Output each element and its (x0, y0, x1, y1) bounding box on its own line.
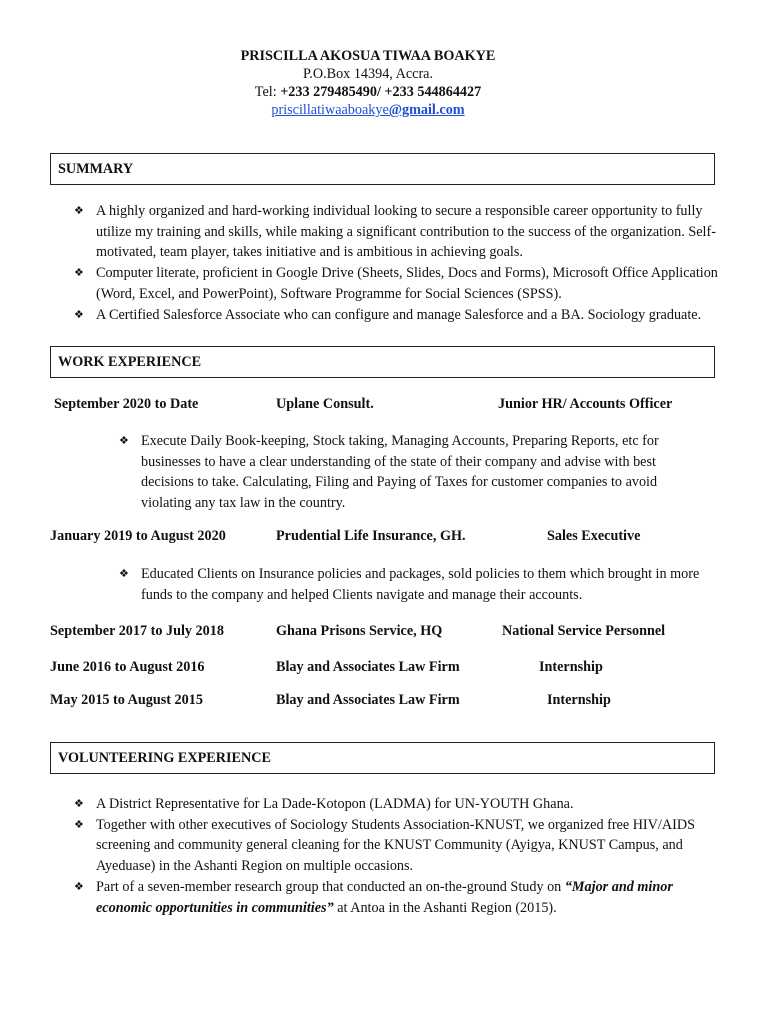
job-organization: Blay and Associates Law Firm (276, 692, 460, 708)
summary-list (74, 201, 718, 325)
tel-numbers: +233 279485490/ +233 544864427 (280, 84, 482, 100)
job-organization: Blay and Associates Law Firm (276, 659, 460, 675)
list-item: ❖ Computer literate, proficient in Google Drive (Sheets, Slides, Docs and Forms), Microsoft Office Application (Word, Excel, and PowerPoint), Software Programme for Social Sciences (SPSS). (74, 265, 718, 302)
list-item: ❖ A highly organized and hard-working individual looking to secure a responsible career opportunity to fully utilize my training and skills, while making a significant contribution to the success of the organization. Self-motivated, team player, takes initiative and is ambitious in achieving goals. (74, 203, 716, 261)
job-period: September 2017 to July 2018 (50, 623, 224, 639)
tel-label: Tel: (254, 84, 281, 100)
job-period: September 2020 to Date (54, 396, 199, 412)
list-item: ❖ Execute Daily Book-keeping, Stock taking, Managing Accounts, Preparing Reports, etc for businesses to have a clear understanding of the state of their company and advise with best decisions to take. Calculating, Filing and Paying of Taxes for customer companies to avoid violating any tax law in the country. (119, 433, 659, 512)
job-role: Junior HR/ Accounts Officer (498, 396, 673, 412)
list-item: ❖ Part of a seven-member research group that conducted an on-the-ground Study on “Major and minor economic opportunities in communities” at Antoa in the Ashanti Region (2015). (74, 878, 673, 916)
bullet-diamond-icon: ❖ (119, 435, 129, 447)
job-period: January 2019 to August 2020 (50, 528, 226, 544)
volunteering-list (74, 794, 718, 918)
telephone-line (0, 83, 736, 101)
job-role: Sales Executive (547, 528, 641, 544)
job-role: Internship (539, 659, 603, 675)
list-item: ❖ Educated Clients on Insurance policies and packages, sold policies to them which brought in more funds to the company and helped Clients navigate and manage their accounts. (119, 566, 700, 603)
job-role: National Service Personnel (502, 623, 666, 639)
candidate-name: PRISCILLA AKOSUA TIWAA BOAKYE (240, 48, 496, 64)
work-experience-heading: WORK EXPERIENCE (50, 346, 715, 378)
job-description-list (119, 564, 711, 605)
list-item: ❖ Together with other executives of Sociology Students Association-KNUST, we organized free HIV/AIDS screening and community general cleaning for the KNUST Community (Ayigya, KNUST Campus, and Ayeduase) in the Ashanti Region on multiple occasions. (74, 816, 695, 875)
bullet-diamond-icon: ❖ (74, 798, 84, 810)
job-row (0, 621, 736, 642)
list-item: ❖ A District Representative for La Dade-Kotopon (LADMA) for UN-YOUTH Ghana. (96, 794, 718, 815)
summary-heading: SUMMARY (50, 153, 715, 185)
postal-address: P.O.Box 14394, Accra. (302, 66, 434, 82)
email-user: priscillatiwaaboakye (271, 102, 389, 118)
bullet-diamond-icon: ❖ (74, 308, 84, 321)
job-description-list (119, 431, 711, 514)
job-row (0, 526, 736, 547)
job-organization: Ghana Prisons Service, HQ (276, 623, 443, 639)
job-role: Internship (547, 692, 611, 708)
email-link[interactable] (271, 102, 464, 118)
job-row (0, 690, 736, 711)
bullet-diamond-icon: ❖ (74, 267, 84, 280)
job-organization: Prudential Life Insurance, GH. (276, 528, 466, 544)
volunteering-experience-heading: VOLUNTEERING EXPERIENCE (50, 742, 715, 774)
job-row (0, 394, 736, 415)
bullet-diamond-icon: ❖ (119, 568, 129, 580)
job-period: June 2016 to August 2016 (50, 659, 205, 675)
email-domain: @gmail.com (388, 102, 465, 118)
bullet-diamond-icon: ❖ (74, 205, 84, 217)
email-line (0, 101, 736, 119)
study-title: “Major and minor economic opportunities in communities” (96, 878, 673, 916)
bullet-diamond-icon: ❖ (74, 880, 84, 893)
job-row (0, 657, 736, 678)
job-period: May 2015 to August 2015 (50, 692, 203, 708)
resume-header (0, 47, 736, 119)
job-organization: Uplane Consult. (276, 396, 374, 412)
list-item: ❖ A Certified Salesforce Associate who can configure and manage Salesforce and a BA. Sociology graduate. (96, 305, 718, 326)
bullet-diamond-icon: ❖ (74, 818, 84, 831)
